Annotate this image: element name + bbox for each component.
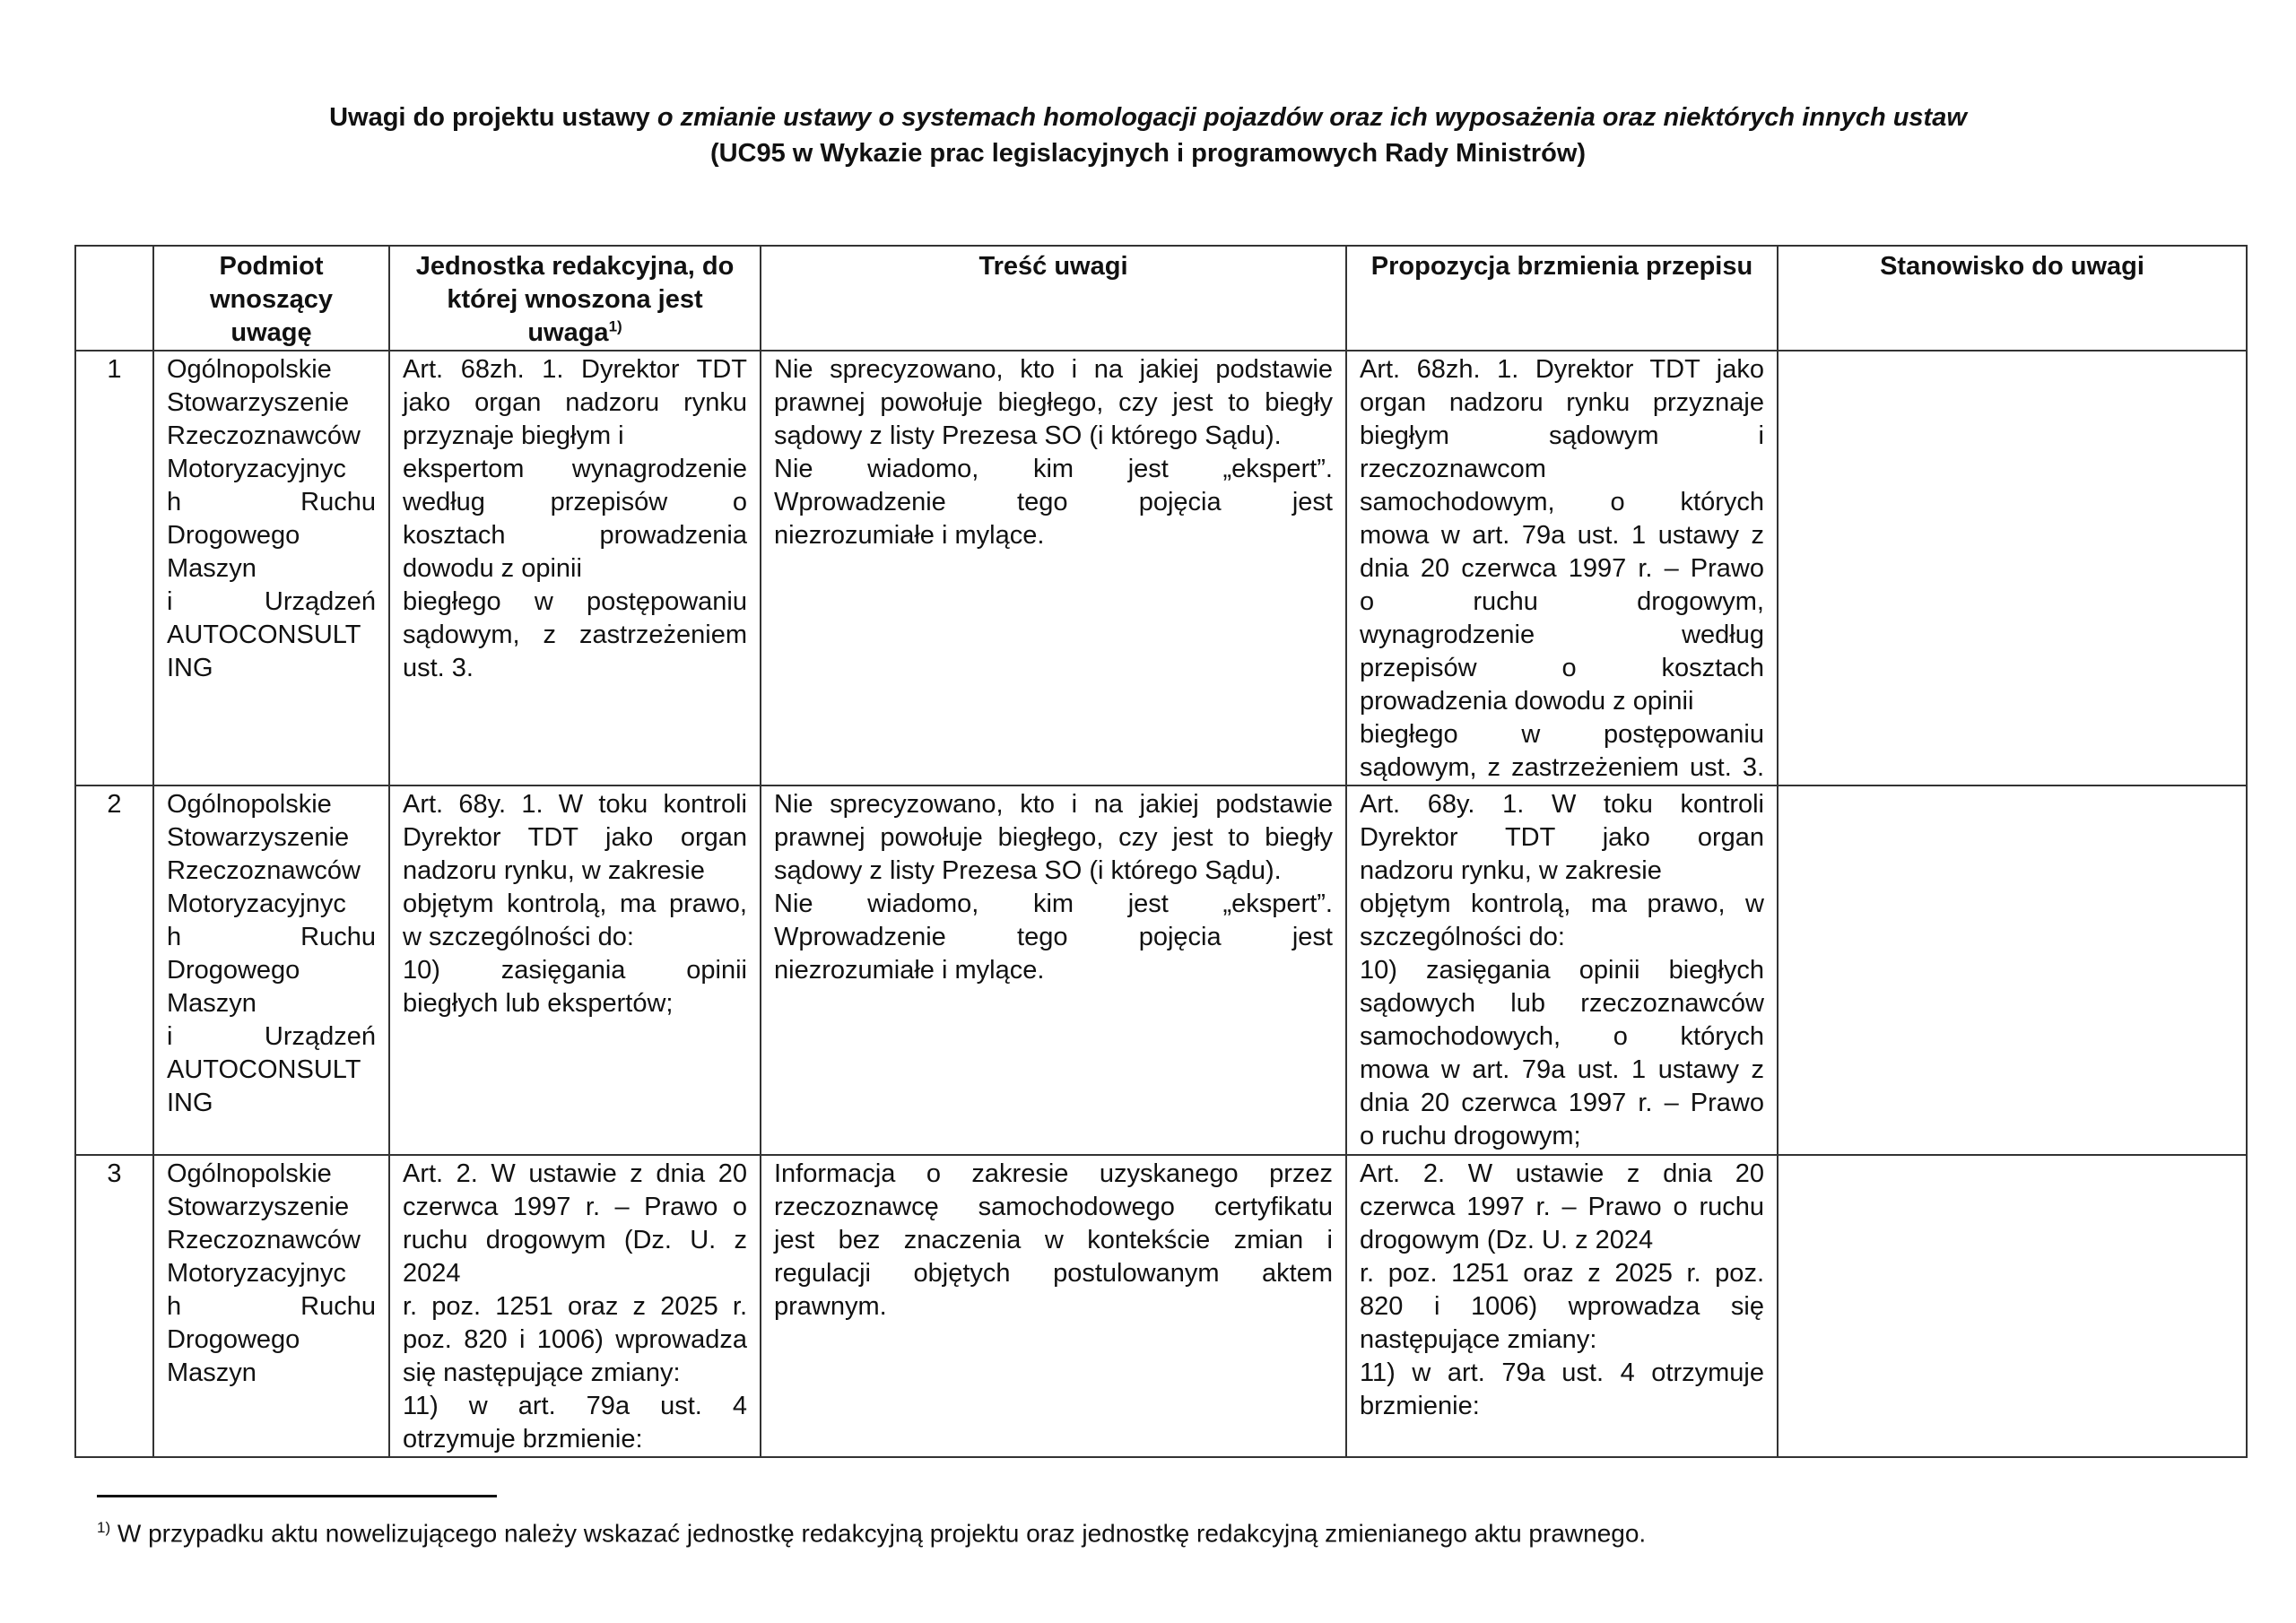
cell-line: r. poz. 1251 oraz z 2025 r. poz. [1360, 1259, 1764, 1288]
cell-line: Maszyn [167, 989, 257, 1018]
cell-propozycja [1346, 785, 1778, 1155]
cell-podmiot [153, 785, 389, 1155]
cell-line: brzmienie: [1360, 1392, 1480, 1420]
cell-line: Maszyn [167, 1358, 257, 1387]
cell-line: Rzeczoznawców [167, 1226, 361, 1254]
footnote-separator [97, 1495, 497, 1497]
cell-line: regulacji objętych postulowanym aktem [774, 1259, 1333, 1288]
cell-podmiot [153, 351, 389, 785]
cell-line: prawnej powołuje biegłego, czy jest to biegły [774, 823, 1333, 852]
cell-line: Art. 2. W ustawie z dnia 20 [403, 1159, 747, 1188]
document-title-line1 [0, 100, 2296, 135]
cell-line: samochodowych, o których [1360, 1022, 1764, 1051]
cell-line: Ogólnopolskie [167, 355, 332, 384]
footnote-text: W przypadku aktu nowelizującego należy wskazać jednostkę redakcyjną projektu oraz jednostkę redakcyjną zmienianego aktu prawnego. [110, 1519, 1647, 1548]
cell-line: Motoryzacyjnyc [167, 890, 346, 918]
cell-line: Maszyn [167, 554, 257, 583]
cell-stanowisko [1778, 1155, 2247, 1457]
cell-line: rzeczoznawcom [1360, 455, 1546, 483]
cell-line: AUTOCONSULT [167, 1055, 361, 1084]
table-row [75, 351, 2247, 785]
cell-line: nadzoru rynku, w zakresie [403, 856, 705, 885]
cell-tresc [761, 351, 1346, 785]
header-podmiot: Podmiot wnoszący uwagę [153, 246, 389, 351]
cell-line: Drogowego [167, 521, 300, 550]
cell-line: ING [167, 1089, 213, 1117]
cell-line: i Urządzeń [167, 1022, 376, 1051]
cell-line: dowodu z opinii [403, 554, 582, 583]
cell-line: następujące zmiany: [1360, 1325, 1597, 1354]
cell-line: 10) zasięgania opinii [403, 956, 747, 985]
cell-line: prowadzenia dowodu z opinii [1360, 687, 1694, 716]
cell-line: Motoryzacyjnyc [167, 455, 346, 483]
cell-line: sądowym, z zastrzeżeniem [403, 621, 747, 649]
cell-line: Ogólnopolskie [167, 1159, 332, 1188]
footnote [97, 1512, 1646, 1549]
cell-podmiot [153, 1155, 389, 1457]
header-jednostka: Jednostka redakcyjna, do której wnoszona jest uwaga$^{1)}$ [389, 246, 761, 351]
cell-jednostka [389, 1155, 761, 1457]
cell-line: mowa w art. 79a ust. 1 ustawy z [1360, 1055, 1764, 1084]
cell-line: Dyrektor TDT jako organ [403, 823, 747, 852]
cell-line: 11) w art. 79a ust. 4 [403, 1392, 747, 1420]
cell-line: ekspertom wynagrodzenie [403, 455, 747, 483]
cell-line: h Ruchu [167, 923, 376, 951]
table-header-row [75, 246, 2247, 351]
cell-line: Art. 68zh. 1. Dyrektor TDT [403, 355, 747, 384]
cell-jednostka [389, 785, 761, 1155]
cell-line: otrzymuje brzmienie: [403, 1425, 643, 1454]
cell-line: h Ruchu [167, 1292, 376, 1321]
cell-line: Nie sprecyzowano, kto i na jakiej podstawie [774, 790, 1333, 819]
cell-line: prawnym. [774, 1292, 887, 1321]
cell-line: Art. 2. W ustawie z dnia 20 [1360, 1159, 1764, 1188]
cell-line: AUTOCONSULT [167, 621, 361, 649]
cell-line: objętym kontrolą, ma prawo, [403, 890, 747, 918]
cell-line: drogowym (Dz. U. z 2024 [1360, 1226, 1654, 1254]
header-propozycja: Propozycja brzmienia przepisu [1346, 246, 1778, 351]
cell-line: o ruchu drogowym, [1360, 587, 1764, 616]
cell-line: przepisów o kosztach [1360, 654, 1764, 682]
cell-line: czerwca 1997 r. – Prawo o [403, 1193, 747, 1221]
cell-line: dnia 20 czerwca 1997 r. – Prawo [1360, 1089, 1764, 1117]
cell-line: r. poz. 1251 oraz z 2025 r. [403, 1292, 747, 1321]
cell-line: rzeczoznawcę samochodowego certyfikatu [774, 1193, 1333, 1221]
cell-line: ING [167, 654, 213, 682]
cell-line: w szczególności do: [403, 923, 634, 951]
cell-line: ruchu drogowym (Dz. U. z [403, 1226, 747, 1254]
cell-line: wynagrodzenie według [1360, 621, 1764, 649]
cell-line: Wprowadzenie tego pojęcia jest [774, 923, 1333, 951]
cell-line: biegłego w postępowaniu [403, 587, 747, 616]
cell-line: biegłych lub ekspertów; [403, 989, 674, 1018]
footnote-marker: 1) [97, 1519, 111, 1536]
cell-line: Drogowego [167, 956, 300, 985]
cell-line: sądowy z listy Prezesa SO (i którego Sądu). [774, 421, 1282, 450]
cell-tresc [761, 785, 1346, 1155]
row-number: 2 [75, 785, 153, 1155]
header-tresc: Treść uwagi [761, 246, 1346, 351]
cell-line: organ nadzoru rynku przyznaje [1360, 388, 1764, 417]
cell-line: sądowych lub rzeczoznawców [1360, 989, 1764, 1018]
cell-line: kosztach prowadzenia [403, 521, 747, 550]
cell-line: poz. 820 i 1006) wprowadza [403, 1325, 747, 1354]
cell-line: Stowarzyszenie [167, 823, 350, 852]
cell-line: Nie sprecyzowano, kto i na jakiej podstawie [774, 355, 1333, 384]
cell-line: mowa w art. 79a ust. 1 ustawy z [1360, 521, 1764, 550]
row-number: 1 [75, 351, 153, 785]
cell-line: sądowy z listy Prezesa SO (i którego Sądu). [774, 856, 1282, 885]
cell-jednostka [389, 351, 761, 785]
cell-line: Wprowadzenie tego pojęcia jest [774, 488, 1333, 516]
cell-line: według przepisów o [403, 488, 747, 516]
cell-line: Ogólnopolskie [167, 790, 332, 819]
title-italic: o zmianie ustawy o systemach homologacji pojazdów oraz ich wyposażenia oraz niektórych innych ustaw [657, 103, 1967, 132]
cell-propozycja [1346, 351, 1778, 785]
cell-line: szczególności do: [1360, 923, 1565, 951]
cell-line: sądowym, z zastrzeżeniem ust. 3. [1360, 753, 1764, 782]
cell-line: niezrozumiałe i mylące. [774, 521, 1045, 550]
cell-line: dnia 20 czerwca 1997 r. – Prawo [1360, 554, 1764, 583]
cell-line: prawnej powołuje biegłego, czy jest to biegły [774, 388, 1333, 417]
title-plain: Uwagi do projektu ustawy [329, 103, 657, 132]
cell-line: 11) w art. 79a ust. 4 otrzymuje [1360, 1358, 1764, 1387]
cell-stanowisko [1778, 785, 2247, 1155]
cell-line: h Ruchu [167, 488, 376, 516]
header-num [75, 246, 153, 351]
cell-line: Nie wiadomo, kim jest „ekspert”. [774, 455, 1333, 483]
cell-line: 820 i 1006) wprowadza się [1360, 1292, 1764, 1321]
cell-line: biegłym sądowym i [1360, 421, 1764, 450]
cell-line: samochodowym, o których [1360, 488, 1764, 516]
cell-line: Drogowego [167, 1325, 300, 1354]
cell-tresc [761, 1155, 1346, 1457]
cell-line: ust. 3. [403, 654, 474, 682]
table-row [75, 1155, 2247, 1457]
cell-line: Rzeczoznawców [167, 421, 361, 450]
header-stanowisko: Stanowisko do uwagi [1778, 246, 2247, 351]
cell-propozycja [1346, 1155, 1778, 1457]
cell-line: 2024 [403, 1259, 461, 1288]
cell-line: nadzoru rynku, w zakresie [1360, 856, 1662, 885]
table-row [75, 785, 2247, 1155]
cell-line: Art. 68y. 1. W toku kontroli [403, 790, 747, 819]
cell-line: objętym kontrolą, ma prawo, w [1360, 890, 1764, 918]
cell-line: Stowarzyszenie [167, 1193, 350, 1221]
cell-line: Art. 68y. 1. W toku kontroli [1360, 790, 1764, 819]
cell-line: jest bez znaczenia w kontekście zmian i [774, 1226, 1333, 1254]
cell-line: Stowarzyszenie [167, 388, 350, 417]
cell-line: Dyrektor TDT jako organ [1360, 823, 1764, 852]
cell-line: niezrozumiałe i mylące. [774, 956, 1045, 985]
cell-line: się następujące zmiany: [403, 1358, 681, 1387]
cell-line: przyznaje biegłym i [403, 421, 624, 450]
row-number: 3 [75, 1155, 153, 1457]
footnote-ref: 1) [608, 317, 622, 335]
cell-line: i Urządzeń [167, 587, 376, 616]
cell-line: biegłego w postępowaniu [1360, 720, 1764, 749]
document-title-line2: (UC95 w Wykazie prac legislacyjnych i programowych Rady Ministrów) [709, 139, 1587, 168]
cell-line: Art. 68zh. 1. Dyrektor TDT jako [1360, 355, 1764, 384]
cell-line: 10) zasięgania opinii biegłych [1360, 956, 1764, 985]
cell-line: czerwca 1997 r. – Prawo o ruchu [1360, 1193, 1764, 1221]
cell-line: Nie wiadomo, kim jest „ekspert”. [774, 890, 1333, 918]
cell-line: Motoryzacyjnyc [167, 1259, 346, 1288]
cell-line: Informacja o zakresie uzyskanego przez [774, 1159, 1333, 1188]
comments-table [74, 245, 2248, 1458]
cell-line: Rzeczoznawców [167, 856, 361, 885]
cell-line: jako organ nadzoru rynku [403, 388, 747, 417]
cell-stanowisko [1778, 351, 2247, 785]
cell-line: o ruchu drogowym; [1360, 1122, 1581, 1150]
